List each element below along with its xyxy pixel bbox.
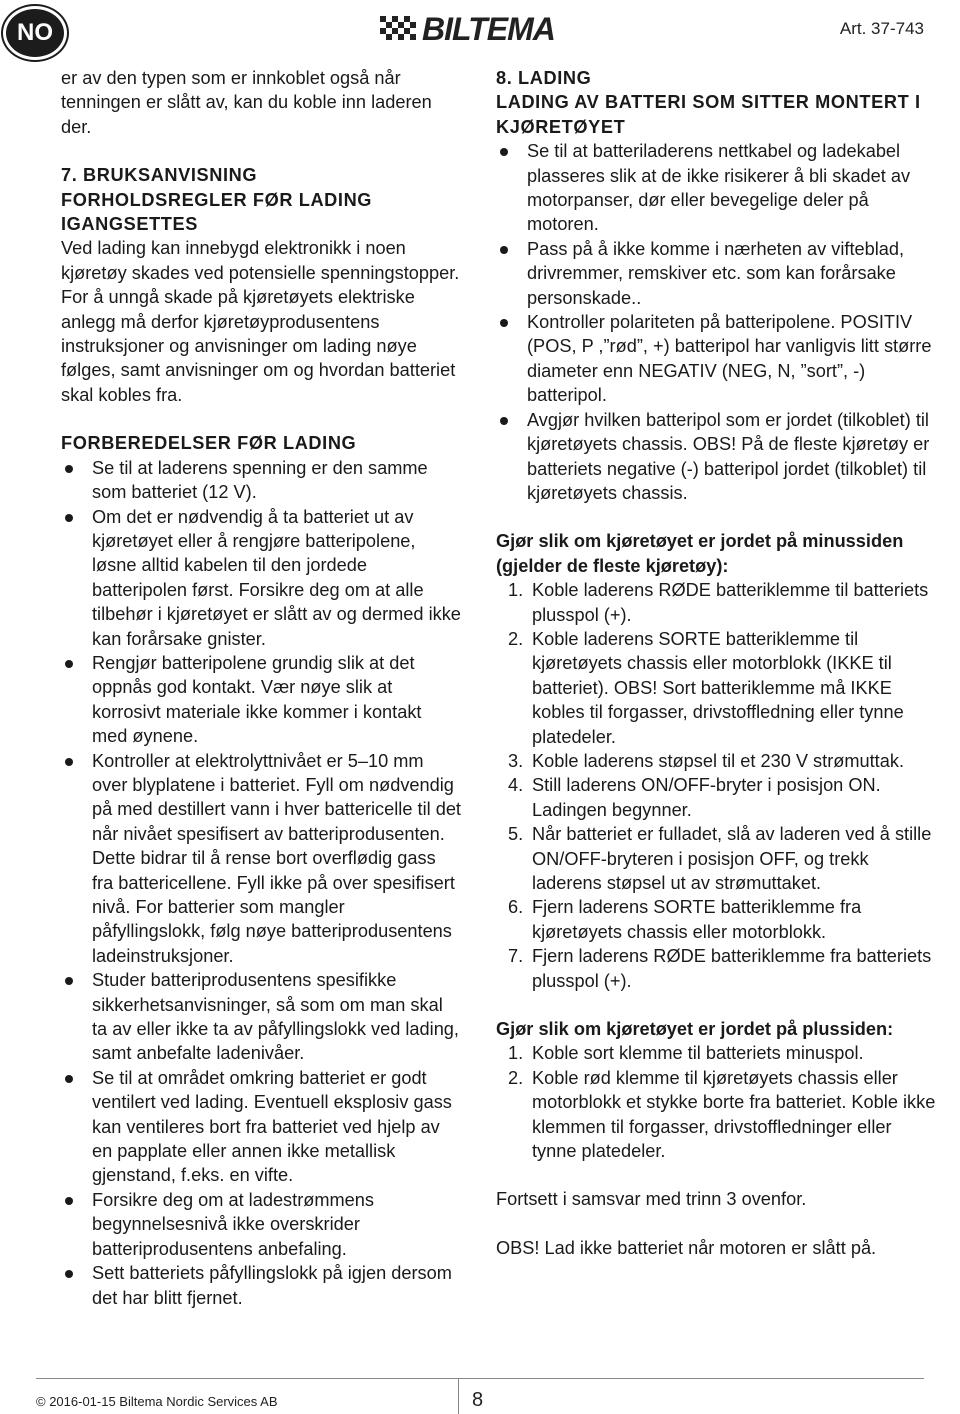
footer-copyright: © 2016-01-15 Biltema Nordic Services AB [36,1394,278,1409]
page-number: 8 [472,1389,484,1411]
step-item: 1. Koble sort klemme til batteriets minuspol. [508,1043,864,1064]
step-item: 7. Fjern laderens RØDE batteriklemme fra batteriets plusspol (+). [508,946,932,991]
step-item: 4. Still laderens ON/OFF-bryter i posisjon ON. Ladingen begynner. [508,775,881,820]
list-item: Se til at området omkring batteriet er godt ventilert ved lading. Eventuell eksplosiv gass kan ventileres bort fra batteriet ved hjelp av en papplate eller annen ikke metallisk gjenstand, f.eks. en vifte. [61,1066,461,1188]
left-column [61,66,461,1310]
section-7-title: 7. BRUKSANVISNING [61,165,258,186]
list-item: Forsikre deg om at ladestrømmens begynnelsesnivå ikke overskrider batteriprodusentens anbefaling. [61,1188,461,1261]
step-item: 6. Fjern laderens SORTE batteriklemme fra kjøretøyets chassis eller motorblokk. [508,897,862,942]
continue-text: Fortsett i samsvar med trinn 3 ovenfor. [496,1189,807,1210]
minus-grounded-title: Gjør slik om kjøretøyet er jordet på minussiden (gjelder de fleste kjøretøy): [496,531,904,576]
charging-in-vehicle-title: LADING AV BATTERI SOM SITTER MONTERT I KJØRETØYET [496,92,921,137]
step-item: 2. Koble laderens SORTE batteriklemme til kjøretøyets chassis eller motorblokk (IKKE til batteriet). OBS! Sort batteriklemme må IKKE kobles til forgasser, drivstoffledning eller tynne platedeler. [508,628,904,747]
page-header [0,0,960,60]
minus-steps-list [496,578,936,993]
footer-divider [36,1378,924,1379]
list-item: Se til at laderens spenning er den samme som batteriet (12 V). [61,456,461,505]
language-code: NO [17,19,53,46]
preparations-title: FORBEREDELSER FØR LADING [61,433,357,454]
step-item: 5. Når batteriet er fulladet, slå av laderen ved å stille ON/OFF-bryteren i posisjon OFF, og trekk laderens støpsel ut av strømuttaket. [508,824,932,893]
list-item: Kontroller at elektrolyttnivået er 5–10 mm over blyplatene i batteriet. Fyll om nødvendig på med destillert vann i hver battericelle til det når nivået spesifisert av batteriprodusenten. Dette bidrar til å rense bort overflødig gass fra battericellene. Fyll ikke på over spesifisert nivå. For batterier som mangler påfyllingslokk, følg nøye batteriprodusentens ladeinstruksjoner. [61,749,461,969]
intro-text: er av den typen som er innkoblet også når tenningen er slått av, kan du koble inn laderen der. [61,68,432,137]
list-item: Om det er nødvendig å ta batteriet ut av kjøretøyet eller å rengjøre batteripolene, løsne alltid kabelen til den jordede batteripolen først. Forsikre deg om at alle tilbehør i kjøretøyet er slått av og dermed ikke kan forårsake gnister. [61,505,461,651]
list-item: Rengjør batteripolene grundig slik at det oppnås god kontakt. Vær nøye slik at korrosivt materiale ikke kommer i kontakt med øynene. [61,651,461,749]
precautions-text: Ved lading kan innebygd elektronikk i noen kjøretøy skades ved potensielle spenningstopper. For å unngå skade på kjøretøyets elektriske anlegg må derfor kjøretøyprodusentens instruksjoner og anvisninger om lading nøye følges, samt anvisninger om og hvordan batteriet skal kobles fra. [61,238,460,405]
list-item: Avgjør hvilken batteripol som er jordet (tilkoblet) til kjøretøyets chassis. OBS! På de fleste kjøretøy er batteriets negative (-) batteripol jordet (tilkoblet) til kjøretøyets chassis. [496,408,936,506]
precautions-title: FORHOLDSREGLER FØR LADING IGANGSETTES [61,189,373,235]
section-8-title: 8. LADING [496,68,592,88]
list-item: Pass på å ikke komme i nærheten av vifteblad, drivremmer, remskiver etc. som kan forårsake personskade.. [496,237,936,310]
plus-steps-list [496,1041,936,1163]
step-item: 1. Koble laderens RØDE batteriklemme til batteriets plusspol (+). [508,580,929,625]
step-item: 3. Koble laderens støpsel til et 230 V strømuttak. [508,750,905,771]
charging-list [496,139,936,505]
footer-page-divider [458,1378,459,1414]
preparations-list [61,456,461,1310]
list-item: Sett batteriets påfyllingslokk på igjen dersom det har blitt fjernet. [61,1261,461,1310]
list-item: Kontroller polariteten på batteripolene. POSITIV (POS, P ,”rød”, +) batteripol har vanligvis litt større diameter enn NEGATIV (NEG, N, ”sort”, -) batteripol. [496,310,936,408]
list-item: Studer batteriprodusentens spesifikke sikkerhetsanvisninger, så som om man skal ta av eller ikke ta av påfyllingslokk ved lading, samt anbefalte ladenivåer. [61,968,461,1066]
checkered-flag-icon [380,14,420,44]
right-column [496,66,936,1260]
brand-name: BILTEMA [422,11,555,47]
language-badge [3,6,67,60]
biltema-logo [380,11,580,47]
obs-text: OBS! Lad ikke batteriet når motoren er slått på. [496,1237,877,1258]
article-number: Art. 37-743 [839,19,924,38]
step-item: 2. Koble rød klemme til kjøretøyets chassis eller motorblokk et stykke borte fra batteriet. Koble ikke klemmen til forgasser, drivstoffledninger eller tynne platedeler. [508,1067,936,1162]
plus-grounded-title: Gjør slik om kjøretøyet er jordet på plussiden: [496,1019,894,1040]
list-item: Se til at batteriladerens nettkabel og ladekabel plasseres slik at de ikke risikerer å bli skadet av motorpanser, dør eller bevegelige deler på motoren. [496,139,936,237]
